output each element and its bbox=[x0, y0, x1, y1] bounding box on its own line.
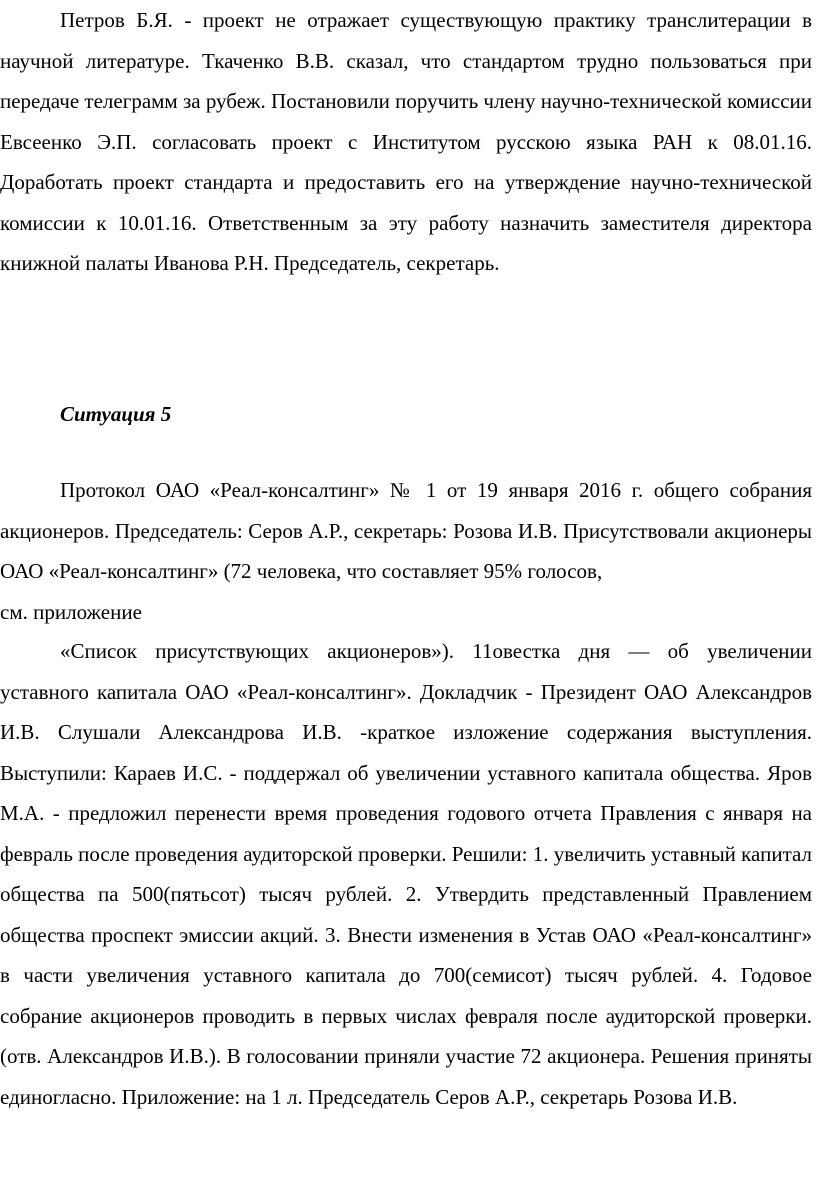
protocol-intro-last-line bbox=[0, 592, 175, 633]
protocol-intro-see: см. bbox=[0, 599, 28, 624]
situation-heading: Ситуация 5 bbox=[60, 402, 172, 426]
paragraph-protocol-body: «Список присутствующих акционеров»). 11овестка дня — об увеличении уставного капитала ОАО «Реал-консалтинг». Докладчик - Президент ОАО Александров И.В. Слушали Александрова И.В. -краткое изложение содержания выступления. Выступили: Караев И.С. - поддержал об увеличении уставного капитала общества. Яров М.А. - предложил перенести время проведения годового отчета Правления с января на февраль после проведения аудиторской проверки. Решили: 1. увеличить уставный капитал общества па 500(пятьсот) тысяч рублей. 2. Утвердить представленный Правлением общества проспект эмиссии акций. 3. Внести изменения в Устав ОАО «Реал-консалтинг» в части увеличения уставного капитала до 700(семисот) тысяч рублей. 4. Годовое собрание акционеров проводить в первых числах февраля после аудиторской проверки. (отв. Александров И.В.). В голосовании приняли участие 72 акционера. Решения приняты единогласно. Приложение: на 1 л. Председатель Серов А.Р., секретарь Розова И.В. bbox=[0, 639, 812, 1109]
paragraph-petrov-discussion: Петров Б.Я. - проект не отражает существующую практику транслитерации в научной литературе. Ткаченко В.В. сказал, что стандартом трудно пользоваться при передаче телеграмм за рубеж. Постановили поручить члену научно-технической комиссии Евсеенко Э.П. согласовать проект с Институтом русскою языка РАН к 08.01.16. Доработать проект стандарта и предоставить его на утверждение научно-технической комиссии к 10.01.16. Ответственным за эту работу назначить заместителя директора книжной палаты Иванова Р.Н. Председатель, секретарь. bbox=[0, 8, 812, 275]
protocol-intro-text: Протокол ОАО «Реал-консалтинг» № 1 от 19 января 2016 г. общего собрания акционеров. Председатель: Серов А.Р., секретарь: Розова И.В. Присутствовали акционеры ОАО «Реал-консалтинг» (72 человека, что составляет 95% голосов, bbox=[0, 478, 812, 583]
paragraph-protocol-intro bbox=[0, 470, 812, 632]
protocol-intro-appendix: приложение bbox=[33, 599, 142, 624]
